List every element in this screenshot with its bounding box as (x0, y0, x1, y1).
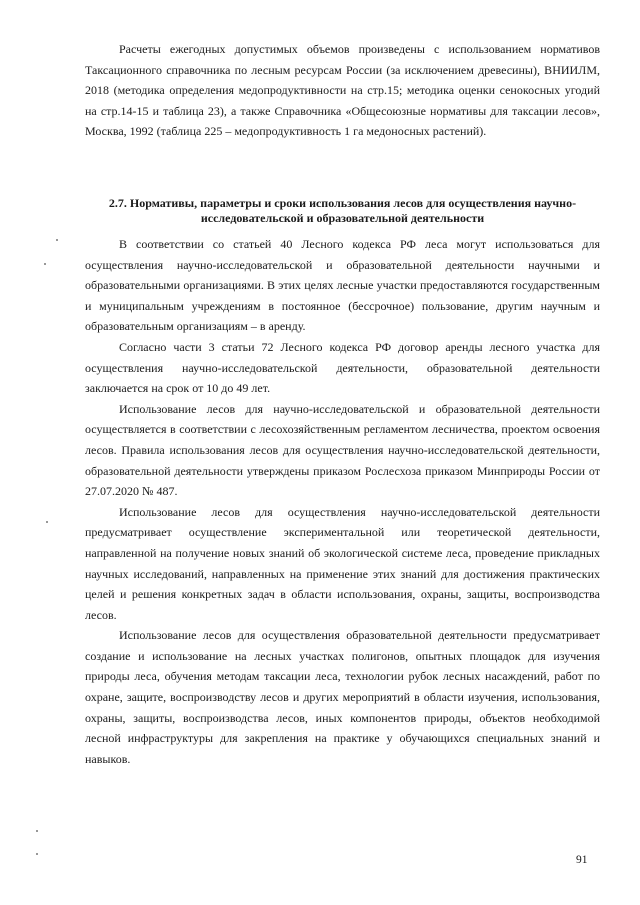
scan-speck (36, 853, 38, 855)
scan-speck (44, 263, 46, 265)
intro-text-block (85, 39, 600, 142)
section-heading: 2.7. Нормативы, параметры и сроки использования лесов для осуществления научно-исследовательской и образовательной деятельности (108, 196, 577, 225)
paragraph-standards: Расчеты ежегодных допустимых объемов произведены с использованием нормативов Таксационного справочника по лесным ресурсам России (за исключением древесины), ВНИИЛМ, 2018 (методика определения медопродуктивности на стр.15; методика оценки сенокосных угодий на стр.14-15 и таблица 23), а также Справочника «Общесоюзные нормативы для таксации лесов», Москва, 1992 (таблица 225 – медопродуктивность 1 га медоносных растений). (85, 42, 600, 139)
scan-speck (46, 521, 48, 523)
paragraph-article-72: Согласно части 3 статьи 72 Лесного кодекса РФ договор аренды лесного участка для осуществления научно-исследовательской деятельности, образовательной деятельности заключается на срок от 10 до 49 лет. (85, 339, 600, 396)
section-text-block (85, 234, 600, 769)
scan-speck (56, 239, 58, 241)
paragraph-usage-rules: Использование лесов для научно-исследовательской и образовательной деятельности осуществляется в соответствии с лесохозяйственным регламентом лесничества, проектом освоения лесов. Правила использования лесов для осуществления научно-исследовательской деятельности, образовательной деятельности утверждены приказом Рослесхоза приказом Минприроды России от 27.07.2020 № 487. (85, 401, 600, 499)
scan-speck (36, 830, 38, 832)
page-number: 91 (576, 854, 588, 866)
paragraph-educational-activity: Использование лесов для осуществления образовательной деятельности предусматривает создание и использование на лесных участках полигонов, опытных площадок для изучения природы леса, обучения методам таксации леса, технологии рубок лесных насаждений, работ по охране, защите, воспроизводству лесов и других мероприятий в области изучения, использования, охраны, защиты, воспроизводства лесов, иных компонентов природы, объектов необходимой лесной инфраструктуры для закрепления на практике у обучающихся специальных знаний и навыков. (85, 628, 600, 766)
paragraph-research-activity: Использование лесов для осуществления научно-исследовательской деятельности предусматривает осуществление экспериментальной или теоретической деятельности, направленной на получение новых знаний об экологической системе леса, проведение прикладных научных исследований, направленных на применение этих знаний для достижения практических целей и решения конкретных задач в области использования, охраны, защиты, воспроизводства лесов. (85, 504, 600, 622)
paragraph-article-40: В соответствии со статьей 40 Лесного кодекса РФ леса могут использоваться для осуществления научно-исследовательской и образовательной деятельности научными и образовательными организациями. В этих целях лесные участки предоставляются государственным и муниципальным учреждениям в постоянное (бессрочное) пользование, другим научным и образовательным организациям – в аренду. (85, 237, 600, 334)
